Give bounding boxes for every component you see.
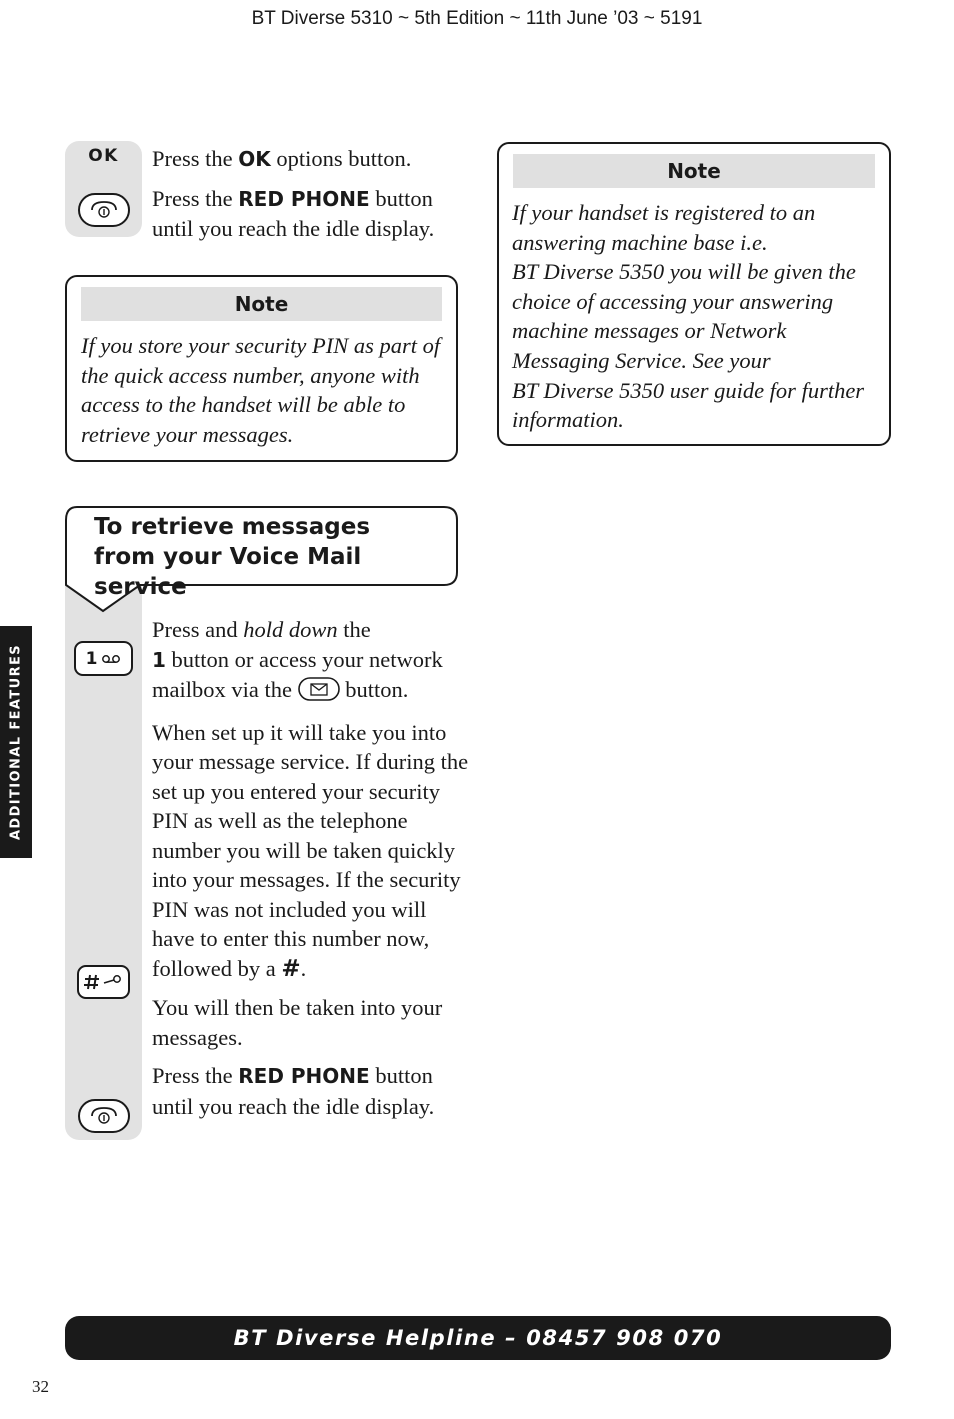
note-left-heading: Note <box>81 287 442 321</box>
step-red-phone: Press the RED PHONE button until you reach the idle display. <box>152 185 435 241</box>
helpline-banner: BT Diverse Helpline – 08457 908 070 <box>65 1316 891 1360</box>
step-messages: You will then be taken into your messages. <box>152 995 443 1050</box>
note-left <box>65 275 458 462</box>
step-hold-1: Press and hold down the 1 button or access your network mailbox via the button. <box>152 615 472 709</box>
step-ok: Press the OK options button. <box>152 146 412 171</box>
note-right <box>497 142 891 446</box>
step-red-phone-end: Press the RED PHONE button until you reach the idle display. <box>152 1063 435 1119</box>
note-right-text: If your handset is registered to an answering machine base i.e. BT Diverse 5350 you will be given the choice of accessing your answering machine messages or Network Messaging Service. See your BT Diverse 5350 user guide for further information. <box>512 200 865 433</box>
side-tab: ADDITIONAL FEATURES <box>0 626 32 858</box>
red-phone-key-icon <box>78 193 130 232</box>
section-steps <box>152 615 472 1130</box>
ok-key: OK <box>88 146 119 166</box>
envelope-key-icon <box>298 677 340 709</box>
red-phone-key-icon-bottom <box>78 1099 130 1138</box>
step-security-pin: When set up it will take you into your message service. If during the set up you entered your security PIN as well as the telephone number you will be taken quickly into your messages. If the security PIN was not included you will have to enter this number now, followed by a #. <box>152 719 469 982</box>
section-title: To retrieve messages from your Voice Mail service <box>94 514 371 600</box>
page-number: 32 <box>32 1377 49 1396</box>
hash-key-icon <box>77 965 130 1004</box>
page-header: BT Diverse 5310 ~ 5th Edition ~ 11th June ’03 ~ 5191 <box>251 8 703 29</box>
note-right-heading: Note <box>513 154 875 188</box>
key-1-voicemail-icon <box>74 641 133 676</box>
top-steps <box>152 144 472 253</box>
note-left-text: If you store your security PIN as part of the quick access number, anyone with access to the handset will be able to retrieve your messages. <box>81 333 441 447</box>
key-1-label: 1 <box>85 648 98 669</box>
